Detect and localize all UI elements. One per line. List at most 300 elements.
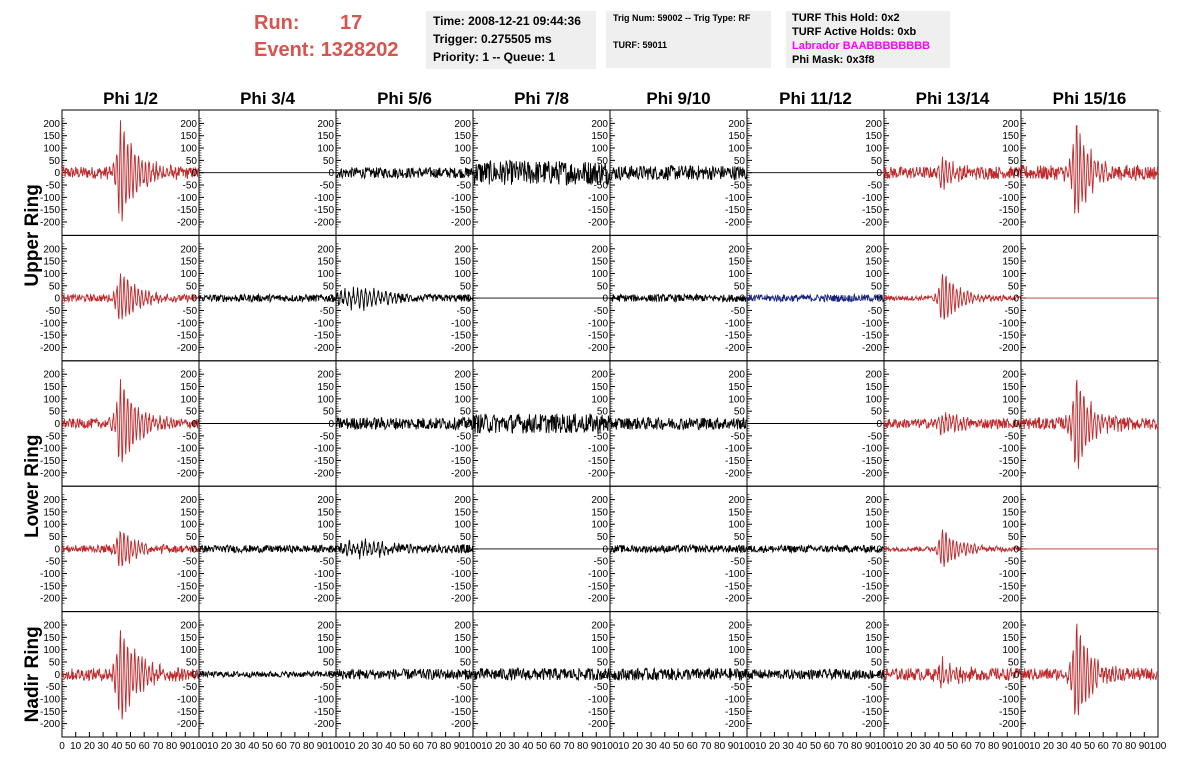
y-tick-label: -150 xyxy=(450,330,471,342)
x-tick-label: 100 xyxy=(190,741,208,752)
y-tick-label: -100 xyxy=(450,192,471,204)
y-tick-label: -200 xyxy=(998,468,1019,480)
x-tick-label: 60 xyxy=(138,741,150,752)
y-tick-label: 150 xyxy=(1002,632,1019,644)
y-tick-label: 100 xyxy=(317,143,334,155)
y-tick-label: 100 xyxy=(454,268,471,280)
y-tick-label: -200 xyxy=(998,217,1019,229)
waveform-trace xyxy=(336,539,473,560)
labrador-text: Labrador BAABBBBBBBB xyxy=(792,40,931,52)
waveform-trace xyxy=(199,294,336,301)
y-tick-label: 0 xyxy=(602,544,608,556)
y-tick-label: -200 xyxy=(39,719,60,731)
y-tick-label: -150 xyxy=(587,205,608,217)
y-tick-label: -200 xyxy=(39,468,60,480)
y-tick-label: 100 xyxy=(591,268,608,280)
y-tick-label: 200 xyxy=(1002,118,1019,130)
y-tick-label: -200 xyxy=(39,342,60,354)
y-tick-label: 100 xyxy=(180,143,197,155)
waveform-trace xyxy=(884,412,1021,435)
y-tick-label: -50 xyxy=(182,682,197,694)
y-tick-label: 200 xyxy=(1002,369,1019,381)
y-tick-label: -200 xyxy=(39,593,60,605)
x-tick-label: 40 xyxy=(522,741,534,752)
y-tick-label: -150 xyxy=(450,581,471,593)
y-tick-label: -200 xyxy=(998,342,1019,354)
y-tick-label: -150 xyxy=(587,581,608,593)
y-tick-label: -50 xyxy=(45,180,60,192)
priority-text: Priority: 1 -- Queue: 1 xyxy=(433,50,556,64)
y-tick-label: -50 xyxy=(182,305,197,317)
y-tick-label: -200 xyxy=(861,342,882,354)
y-tick-label: 200 xyxy=(43,620,60,632)
y-tick-label: 200 xyxy=(454,620,471,632)
x-tick-label: 100 xyxy=(601,741,619,752)
y-tick-label: 200 xyxy=(43,244,60,256)
y-tick-label: 150 xyxy=(454,131,471,143)
y-tick-label: 100 xyxy=(865,143,882,155)
y-tick-label: -50 xyxy=(319,305,334,317)
x-tick-label: 30 xyxy=(97,741,109,752)
x-tick-label: 20 xyxy=(357,741,369,752)
x-tick-label: 60 xyxy=(275,741,287,752)
y-tick-label: -50 xyxy=(867,682,882,694)
y-tick-label: -50 xyxy=(593,682,608,694)
y-tick-label: 150 xyxy=(591,256,608,268)
x-tick-label: 60 xyxy=(1097,741,1109,752)
y-tick-label: 200 xyxy=(317,620,334,632)
y-tick-label: 150 xyxy=(728,131,745,143)
y-tick-label: -200 xyxy=(313,719,334,731)
y-tick-label: -100 xyxy=(450,443,471,455)
y-tick-label: 0 xyxy=(876,168,882,180)
y-tick-label: 0 xyxy=(739,669,745,681)
turf-active-holds: TURF Active Holds: 0xb xyxy=(792,26,917,38)
y-tick-label: 100 xyxy=(180,268,197,280)
x-tick-label: 60 xyxy=(686,741,698,752)
x-tick-label: 10 xyxy=(207,741,219,752)
x-tick-label: 40 xyxy=(796,741,808,752)
column-header-phi: Phi 1/2 xyxy=(103,89,158,108)
x-tick-label: 90 xyxy=(179,741,191,752)
y-tick-label: 200 xyxy=(43,495,60,507)
y-tick-label: 200 xyxy=(1002,495,1019,507)
ring-label: Nadir Ring xyxy=(22,626,43,723)
y-tick-label: 200 xyxy=(728,244,745,256)
waveform-trace xyxy=(610,668,747,680)
y-tick-label: 100 xyxy=(180,394,197,406)
y-tick-label: -200 xyxy=(450,217,471,229)
y-tick-label: 100 xyxy=(317,394,334,406)
x-tick-label: 80 xyxy=(166,741,178,752)
y-tick-label: 50 xyxy=(596,532,608,544)
y-tick-label: 50 xyxy=(48,532,60,544)
y-tick-label: -200 xyxy=(313,593,334,605)
y-tick-label: -100 xyxy=(724,318,745,330)
y-tick-label: -50 xyxy=(730,305,745,317)
y-tick-label: 0 xyxy=(465,419,471,430)
y-tick-label: 0 xyxy=(54,544,60,556)
trigger-text: Trigger: 0.275505 ms xyxy=(433,32,552,46)
y-tick-label: 100 xyxy=(454,645,471,657)
y-tick-label: -150 xyxy=(176,581,197,593)
y-tick-label: 200 xyxy=(454,118,471,130)
y-tick-label: -150 xyxy=(861,581,882,593)
x-tick-label: 100 xyxy=(875,741,893,752)
y-tick-label: 200 xyxy=(865,620,882,632)
x-tick-label: 80 xyxy=(714,741,726,752)
y-tick-label: 200 xyxy=(454,369,471,381)
y-tick-label: 0 xyxy=(876,419,882,430)
y-tick-label: -150 xyxy=(724,205,745,217)
y-tick-label: -150 xyxy=(39,330,60,342)
y-tick-label: -50 xyxy=(182,556,197,568)
y-tick-label: 50 xyxy=(48,657,60,669)
y-tick-label: 150 xyxy=(728,382,745,394)
y-tick-label: -200 xyxy=(176,593,197,605)
waveform-trace xyxy=(1021,126,1158,214)
x-tick-label: 100 xyxy=(738,741,756,752)
y-tick-label: -150 xyxy=(587,455,608,467)
y-tick-label: -100 xyxy=(861,318,882,330)
y-tick-label: 200 xyxy=(454,495,471,507)
y-tick-label: 150 xyxy=(591,632,608,644)
time-text: Time: 2008-12-21 09:44:36 xyxy=(433,14,581,28)
y-tick-label: 200 xyxy=(591,495,608,507)
x-tick-label: 60 xyxy=(549,741,561,752)
y-tick-label: -50 xyxy=(1004,682,1019,694)
ring-label: Lower Ring xyxy=(22,434,43,538)
y-tick-label: -50 xyxy=(593,556,608,568)
y-tick-label: -150 xyxy=(724,581,745,593)
x-tick-label: 80 xyxy=(440,741,452,752)
y-tick-label: 50 xyxy=(48,406,60,418)
turf-this-hold: TURF This Hold: 0x2 xyxy=(792,12,900,24)
y-tick-label: -150 xyxy=(450,455,471,467)
waveform-trace xyxy=(336,417,473,429)
y-tick-label: 200 xyxy=(180,244,197,256)
y-tick-label: 100 xyxy=(43,394,60,406)
y-tick-label: -100 xyxy=(587,694,608,706)
x-tick-label: 60 xyxy=(823,741,835,752)
waveform-trace xyxy=(62,532,199,566)
waveform-trace xyxy=(336,287,473,311)
x-tick-label: 70 xyxy=(152,741,164,752)
y-tick-label: 50 xyxy=(733,281,745,293)
y-tick-label: -50 xyxy=(1004,180,1019,192)
y-tick-label: 0 xyxy=(739,544,745,556)
x-tick-label: 90 xyxy=(453,741,465,752)
x-tick-label: 90 xyxy=(590,741,602,752)
ring-label: Upper Ring xyxy=(22,184,43,287)
event-label: Event: xyxy=(254,39,316,61)
waveform-trace xyxy=(747,669,884,679)
y-tick-label: -100 xyxy=(861,192,882,204)
column-header-phi: Phi 15/16 xyxy=(1052,89,1127,108)
y-tick-label: 100 xyxy=(454,394,471,406)
y-tick-label: -100 xyxy=(998,569,1019,581)
y-tick-label: -100 xyxy=(39,192,60,204)
y-tick-label: 200 xyxy=(728,118,745,130)
y-tick-label: -50 xyxy=(730,682,745,694)
y-tick-label: 150 xyxy=(454,382,471,394)
y-tick-label: -50 xyxy=(867,305,882,317)
x-tick-label: 10 xyxy=(892,741,904,752)
y-tick-label: -150 xyxy=(998,706,1019,718)
phi-mask-text: Phi Mask: 0x3f8 xyxy=(792,54,875,66)
y-tick-label: 200 xyxy=(180,369,197,381)
y-tick-label: 50 xyxy=(870,657,882,669)
y-tick-label: -150 xyxy=(450,706,471,718)
y-tick-label: 100 xyxy=(43,268,60,280)
y-tick-label: 50 xyxy=(459,657,471,669)
y-tick-label: -50 xyxy=(45,305,60,317)
y-tick-label: 0 xyxy=(1013,168,1019,180)
y-tick-label: 200 xyxy=(865,369,882,381)
y-tick-label: -150 xyxy=(724,706,745,718)
y-tick-label: -100 xyxy=(861,443,882,455)
y-tick-label: -100 xyxy=(724,569,745,581)
y-tick-label: -200 xyxy=(313,217,334,229)
y-tick-label: -200 xyxy=(587,593,608,605)
column-header-phi: Phi 11/12 xyxy=(779,89,852,108)
x-tick-label: 90 xyxy=(1138,741,1150,752)
y-tick-label: -50 xyxy=(730,431,745,443)
y-tick-label: 200 xyxy=(317,244,334,256)
trig-text: Trig Num: 59002 -- Trig Type: RF xyxy=(613,13,751,23)
y-tick-label: -50 xyxy=(319,431,334,443)
waveform-trace xyxy=(473,668,610,680)
y-tick-label: 0 xyxy=(465,293,471,305)
y-tick-label: 200 xyxy=(317,369,334,381)
waveform-trace xyxy=(884,656,1021,688)
y-tick-label: 150 xyxy=(865,131,882,143)
y-tick-label: -150 xyxy=(861,455,882,467)
y-tick-label: -200 xyxy=(450,468,471,480)
y-tick-label: 150 xyxy=(728,256,745,268)
y-tick-label: 100 xyxy=(728,268,745,280)
x-tick-label: 70 xyxy=(974,741,986,752)
y-tick-label: -150 xyxy=(998,205,1019,217)
y-tick-label: 150 xyxy=(180,382,197,394)
y-tick-label: -50 xyxy=(730,180,745,192)
x-tick-label: 50 xyxy=(398,741,411,752)
waveform-trace xyxy=(62,273,199,319)
y-tick-label: 50 xyxy=(48,155,60,167)
waveform-trace xyxy=(473,414,610,434)
y-tick-label: -200 xyxy=(176,468,197,480)
y-tick-label: -100 xyxy=(998,694,1019,706)
y-tick-label: 0 xyxy=(191,419,197,430)
y-tick-label: 50 xyxy=(733,657,745,669)
turf-text: TURF: 59011 xyxy=(613,40,668,50)
y-tick-label: -200 xyxy=(724,468,745,480)
y-tick-label: 150 xyxy=(728,507,745,519)
y-tick-label: 100 xyxy=(43,519,60,531)
y-tick-label: -150 xyxy=(313,455,334,467)
waveform-trace xyxy=(336,167,473,178)
x-tick-label: 40 xyxy=(659,741,671,752)
x-tick-label: 80 xyxy=(1125,741,1137,752)
y-tick-label: 50 xyxy=(1007,657,1019,669)
x-tick-label: 70 xyxy=(700,741,712,752)
y-tick-label: 150 xyxy=(1002,382,1019,394)
y-tick-label: 50 xyxy=(1007,281,1019,293)
y-tick-label: -100 xyxy=(313,192,334,204)
y-tick-label: -100 xyxy=(313,443,334,455)
y-tick-label: -150 xyxy=(313,706,334,718)
x-tick-label: 30 xyxy=(782,741,794,752)
y-tick-label: -50 xyxy=(1004,305,1019,317)
y-tick-label: 150 xyxy=(180,632,197,644)
column-header-phi: Phi 9/10 xyxy=(646,89,711,108)
y-tick-label: 150 xyxy=(454,632,471,644)
waveform-trace xyxy=(884,274,1021,319)
x-tick-label: 90 xyxy=(727,741,739,752)
y-tick-label: 0 xyxy=(876,544,882,556)
y-tick-label: -200 xyxy=(450,593,471,605)
y-tick-label: -100 xyxy=(176,569,197,581)
waveform-trace xyxy=(473,160,610,185)
y-tick-label: 50 xyxy=(185,155,197,167)
y-tick-label: -200 xyxy=(861,217,882,229)
y-tick-label: 50 xyxy=(322,281,334,293)
y-tick-label: 200 xyxy=(865,244,882,256)
y-tick-label: 0 xyxy=(191,168,197,180)
y-tick-label: -150 xyxy=(587,330,608,342)
y-tick-label: 200 xyxy=(591,118,608,130)
x-tick-label: 20 xyxy=(494,741,506,752)
waveform-trace xyxy=(884,157,1021,190)
y-tick-label: -200 xyxy=(450,719,471,731)
x-tick-label: 80 xyxy=(851,741,863,752)
y-tick-label: -100 xyxy=(39,694,60,706)
y-tick-label: 100 xyxy=(180,645,197,657)
y-tick-label: 50 xyxy=(48,281,60,293)
y-tick-label: 0 xyxy=(602,293,608,305)
x-tick-label: 70 xyxy=(1111,741,1123,752)
y-tick-label: 100 xyxy=(728,645,745,657)
y-tick-label: 150 xyxy=(43,256,60,268)
y-tick-label: -150 xyxy=(39,455,60,467)
column-header-phi: Phi 3/4 xyxy=(240,89,295,108)
y-tick-label: 100 xyxy=(591,519,608,531)
x-tick-label: 40 xyxy=(248,741,260,752)
y-tick-label: 100 xyxy=(317,645,334,657)
y-tick-label: 200 xyxy=(1002,244,1019,256)
y-tick-label: 200 xyxy=(317,495,334,507)
y-tick-label: -100 xyxy=(861,569,882,581)
x-tick-label: 70 xyxy=(289,741,301,752)
y-tick-label: 150 xyxy=(865,256,882,268)
y-tick-label: 50 xyxy=(322,657,334,669)
y-tick-label: 150 xyxy=(865,382,882,394)
x-tick-label: 30 xyxy=(371,741,383,752)
y-tick-label: 150 xyxy=(180,256,197,268)
x-tick-label: 100 xyxy=(1012,741,1030,752)
y-tick-label: 150 xyxy=(180,131,197,143)
y-tick-label: 50 xyxy=(1007,155,1019,167)
y-tick-label: 150 xyxy=(865,632,882,644)
y-tick-label: -200 xyxy=(39,217,60,229)
y-tick-label: -200 xyxy=(587,217,608,229)
y-tick-label: -100 xyxy=(39,318,60,330)
y-tick-label: -150 xyxy=(176,205,197,217)
y-tick-label: 200 xyxy=(591,369,608,381)
y-tick-label: 50 xyxy=(596,406,608,418)
x-tick-label: 100 xyxy=(464,741,482,752)
column-header-phi: Phi 7/8 xyxy=(514,89,569,108)
y-tick-label: 50 xyxy=(870,281,882,293)
y-tick-label: 100 xyxy=(591,143,608,155)
y-tick-label: -50 xyxy=(456,305,471,317)
y-tick-label: 0 xyxy=(739,419,745,430)
y-tick-label: 0 xyxy=(602,168,608,180)
y-tick-label: 150 xyxy=(317,382,334,394)
x-tick-label: 60 xyxy=(412,741,424,752)
y-tick-label: -100 xyxy=(313,694,334,706)
y-tick-label: 50 xyxy=(733,155,745,167)
x-tick-label: 80 xyxy=(577,741,589,752)
y-tick-label: -50 xyxy=(319,682,334,694)
x-tick-label: 10 xyxy=(481,741,493,752)
y-tick-label: -50 xyxy=(593,180,608,192)
x-tick-label: 50 xyxy=(1083,741,1096,752)
waveform-trace xyxy=(747,545,884,552)
y-tick-label: -100 xyxy=(998,318,1019,330)
y-tick-label: 200 xyxy=(591,244,608,256)
y-tick-label: 100 xyxy=(1002,394,1019,406)
x-tick-label: 50 xyxy=(946,741,959,752)
y-tick-label: 50 xyxy=(596,657,608,669)
y-tick-label: 100 xyxy=(865,394,882,406)
y-tick-label: 100 xyxy=(454,519,471,531)
y-tick-label: -200 xyxy=(176,342,197,354)
y-tick-label: 100 xyxy=(1002,645,1019,657)
y-tick-label: 50 xyxy=(870,155,882,167)
y-tick-label: -50 xyxy=(182,431,197,443)
y-tick-label: 150 xyxy=(43,382,60,394)
y-tick-label: -200 xyxy=(724,217,745,229)
waveform-trace xyxy=(199,545,336,552)
y-tick-label: 150 xyxy=(591,131,608,143)
y-tick-label: -150 xyxy=(39,581,60,593)
x-tick-label: 60 xyxy=(960,741,972,752)
y-tick-label: -50 xyxy=(593,305,608,317)
y-tick-label: 150 xyxy=(1002,507,1019,519)
waveform-trace xyxy=(199,671,336,677)
y-tick-label: 0 xyxy=(54,293,60,305)
y-tick-label: 0 xyxy=(191,544,197,556)
y-tick-label: -100 xyxy=(587,569,608,581)
x-tick-label: 70 xyxy=(426,741,438,752)
y-tick-label: 150 xyxy=(317,256,334,268)
y-tick-label: -100 xyxy=(39,443,60,455)
y-tick-label: -200 xyxy=(313,342,334,354)
y-tick-label: -200 xyxy=(861,593,882,605)
y-tick-label: -150 xyxy=(39,205,60,217)
y-tick-label: -150 xyxy=(861,330,882,342)
y-tick-label: 150 xyxy=(591,382,608,394)
y-tick-label: -200 xyxy=(450,342,471,354)
y-tick-label: 150 xyxy=(1002,131,1019,143)
x-tick-label: 90 xyxy=(864,741,876,752)
x-tick-label: 10 xyxy=(755,741,767,752)
y-tick-label: 0 xyxy=(328,419,334,430)
x-tick-label: 30 xyxy=(234,741,246,752)
y-tick-label: 200 xyxy=(591,620,608,632)
y-tick-label: -50 xyxy=(45,431,60,443)
